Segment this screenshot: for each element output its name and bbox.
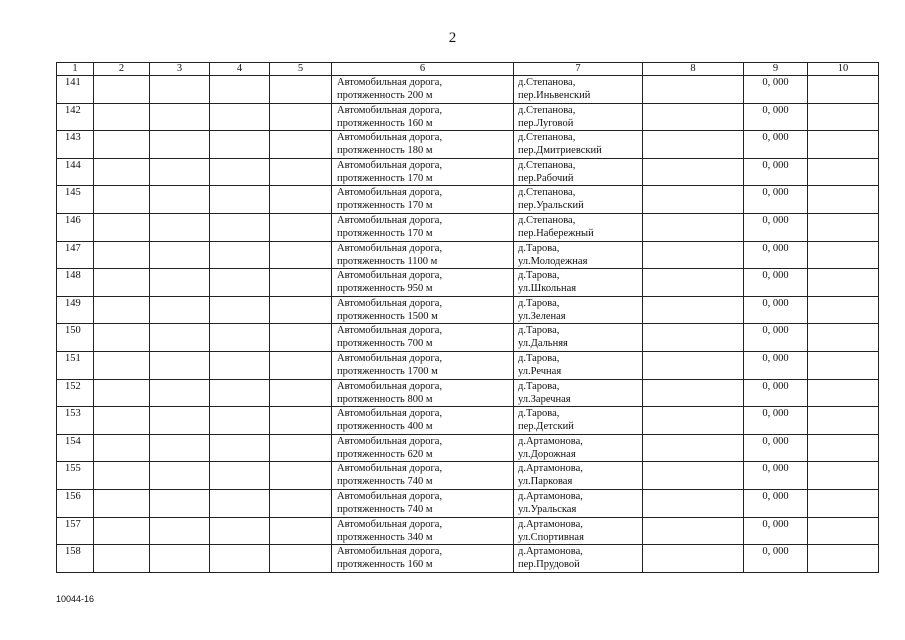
row-number: 157 — [57, 517, 94, 545]
column-header: 8 — [643, 63, 744, 76]
object-name-cell — [332, 351, 514, 379]
object-name-line1: Автомобильная дорога, — [337, 352, 443, 364]
empty-cell — [94, 517, 150, 545]
empty-cell — [94, 213, 150, 241]
empty-cell — [270, 103, 332, 131]
object-name-cell — [332, 545, 514, 573]
address-line1: д.Степанова, — [518, 187, 576, 199]
table-row — [57, 103, 879, 131]
address-line2: пер.Набережный — [518, 227, 594, 239]
object-name-line2: протяженность 700 м — [337, 338, 433, 350]
empty-cell — [643, 158, 744, 186]
empty-cell — [270, 296, 332, 324]
object-name-cell — [332, 76, 514, 104]
object-name-line1: Автомобильная дорога, — [337, 297, 443, 309]
table-row — [57, 131, 879, 159]
column-header: 6 — [332, 63, 514, 76]
table-body — [57, 76, 879, 573]
row-number: 147 — [57, 241, 94, 269]
table-row — [57, 489, 879, 517]
empty-cell — [94, 103, 150, 131]
address-line2: пер.Луговой — [518, 117, 574, 129]
object-name-line2: протяженность 740 м — [337, 476, 433, 488]
object-name-line2: протяженность 950 м — [337, 283, 433, 295]
row-number: 149 — [57, 296, 94, 324]
empty-cell — [808, 186, 879, 214]
empty-cell — [210, 76, 270, 104]
object-name-line1: Автомобильная дорога, — [337, 518, 443, 530]
header-row — [57, 63, 879, 76]
empty-cell — [210, 434, 270, 462]
table-row — [57, 158, 879, 186]
object-name-line2: протяженность 1500 м — [337, 310, 438, 322]
address-line2: пер.Уральский — [518, 200, 584, 212]
table-row — [57, 241, 879, 269]
address-line1: д.Тарова, — [518, 380, 560, 392]
footer-code: 10044-16 — [56, 594, 95, 604]
object-name-cell — [332, 241, 514, 269]
value-cell: 0, 000 — [744, 186, 808, 214]
empty-cell — [808, 103, 879, 131]
row-number: 145 — [57, 186, 94, 214]
address-line1: д.Артамонова, — [518, 546, 583, 558]
empty-cell — [150, 76, 210, 104]
object-name-line2: протяженность 160 м — [337, 117, 433, 129]
empty-cell — [150, 434, 210, 462]
table-row — [57, 324, 879, 352]
row-number: 141 — [57, 76, 94, 104]
empty-cell — [270, 269, 332, 297]
value-cell: 0, 000 — [744, 131, 808, 159]
empty-cell — [94, 434, 150, 462]
column-header: 7 — [514, 63, 643, 76]
address-cell — [514, 269, 643, 297]
empty-cell — [94, 407, 150, 435]
address-cell — [514, 324, 643, 352]
object-name-cell — [332, 407, 514, 435]
empty-cell — [210, 517, 270, 545]
empty-cell — [94, 462, 150, 490]
value-cell: 0, 000 — [744, 434, 808, 462]
value-cell: 0, 000 — [744, 462, 808, 490]
address-line2: ул.Заречная — [518, 393, 571, 405]
object-name-line2: протяженность 620 м — [337, 448, 433, 460]
empty-cell — [210, 131, 270, 159]
row-number: 153 — [57, 407, 94, 435]
object-name-line2: протяженность 170 м — [337, 172, 433, 184]
value-cell: 0, 000 — [744, 407, 808, 435]
empty-cell — [150, 269, 210, 297]
empty-cell — [270, 324, 332, 352]
object-name-cell — [332, 296, 514, 324]
empty-cell — [150, 351, 210, 379]
object-name-line2: протяженность 170 м — [337, 227, 433, 239]
object-name-line2: протяженность 1700 м — [337, 365, 438, 377]
table-row — [57, 351, 879, 379]
object-name-line1: Автомобильная дорога, — [337, 214, 443, 226]
address-cell — [514, 462, 643, 490]
table-row — [57, 269, 879, 297]
empty-cell — [643, 351, 744, 379]
object-name-line1: Автомобильная дорога, — [337, 242, 443, 254]
row-number: 154 — [57, 434, 94, 462]
object-name-line2: протяженность 1100 м — [337, 255, 438, 267]
address-cell — [514, 517, 643, 545]
value-cell: 0, 000 — [744, 517, 808, 545]
empty-cell — [94, 131, 150, 159]
address-cell — [514, 351, 643, 379]
empty-cell — [808, 131, 879, 159]
address-line1: д.Степанова, — [518, 77, 576, 88]
address-line1: д.Тарова, — [518, 352, 560, 364]
address-line2: пер.Иньвенский — [518, 90, 591, 101]
object-name-cell — [332, 489, 514, 517]
address-line2: ул.Школьная — [518, 283, 577, 295]
object-name-line2: протяженность 160 м — [337, 559, 433, 571]
row-number: 143 — [57, 131, 94, 159]
row-number: 144 — [57, 158, 94, 186]
empty-cell — [210, 462, 270, 490]
empty-cell — [643, 296, 744, 324]
empty-cell — [150, 241, 210, 269]
empty-cell — [808, 545, 879, 573]
empty-cell — [94, 158, 150, 186]
empty-cell — [643, 103, 744, 131]
empty-cell — [643, 269, 744, 297]
empty-cell — [210, 489, 270, 517]
empty-cell — [94, 489, 150, 517]
address-line1: д.Артамонова, — [518, 435, 583, 447]
value-cell: 0, 000 — [744, 351, 808, 379]
address-line2: пер.Рабочий — [518, 172, 574, 184]
object-name-line1: Автомобильная дорога, — [337, 270, 443, 282]
empty-cell — [210, 241, 270, 269]
object-name-line2: протяженность 170 м — [337, 200, 433, 212]
object-name-cell — [332, 324, 514, 352]
empty-cell — [94, 324, 150, 352]
value-cell: 0, 000 — [744, 296, 808, 324]
address-line1: д.Артамонова, — [518, 518, 583, 530]
empty-cell — [808, 324, 879, 352]
row-number: 142 — [57, 103, 94, 131]
empty-cell — [808, 489, 879, 517]
empty-cell — [150, 407, 210, 435]
empty-cell — [270, 517, 332, 545]
row-number: 152 — [57, 379, 94, 407]
address-line1: д.Тарова, — [518, 242, 560, 254]
empty-cell — [150, 462, 210, 490]
address-line2: ул.Дорожная — [518, 448, 576, 460]
table-row — [57, 517, 879, 545]
address-line1: д.Степанова, — [518, 132, 576, 144]
address-cell — [514, 241, 643, 269]
object-name-line2: протяженность 800 м — [337, 393, 433, 405]
table-row — [57, 186, 879, 214]
address-cell — [514, 296, 643, 324]
empty-cell — [270, 76, 332, 104]
empty-cell — [270, 462, 332, 490]
address-line2: ул.Молодежная — [518, 255, 588, 267]
empty-cell — [808, 434, 879, 462]
empty-cell — [270, 407, 332, 435]
empty-cell — [270, 131, 332, 159]
object-name-line2: протяженность 200 м — [337, 90, 433, 101]
empty-cell — [94, 241, 150, 269]
address-cell — [514, 213, 643, 241]
empty-cell — [210, 296, 270, 324]
empty-cell — [210, 103, 270, 131]
address-line1: д.Тарова, — [518, 297, 560, 309]
empty-cell — [643, 462, 744, 490]
object-name-line1: Автомобильная дорога, — [337, 187, 443, 199]
address-line1: д.Артамонова, — [518, 463, 583, 475]
address-line2: ул.Спортивная — [518, 531, 584, 543]
empty-cell — [808, 296, 879, 324]
empty-cell — [808, 76, 879, 104]
address-cell — [514, 379, 643, 407]
value-cell: 0, 000 — [744, 489, 808, 517]
table-row — [57, 379, 879, 407]
row-number: 150 — [57, 324, 94, 352]
address-cell — [514, 489, 643, 517]
object-name-line2: протяженность 400 м — [337, 421, 433, 433]
row-number: 158 — [57, 545, 94, 573]
empty-cell — [270, 489, 332, 517]
empty-cell — [270, 434, 332, 462]
empty-cell — [643, 517, 744, 545]
object-name-line2: протяженность 740 м — [337, 503, 433, 515]
page-number: 2 — [448, 30, 457, 46]
empty-cell — [150, 296, 210, 324]
empty-cell — [643, 434, 744, 462]
empty-cell — [808, 213, 879, 241]
object-name-line1: Автомобильная дорога, — [337, 435, 443, 447]
empty-cell — [94, 186, 150, 214]
empty-cell — [210, 324, 270, 352]
empty-cell — [150, 158, 210, 186]
table-row — [57, 434, 879, 462]
object-name-cell — [332, 269, 514, 297]
table-row — [57, 296, 879, 324]
object-name-line1: Автомобильная дорога, — [337, 380, 443, 392]
object-name-cell — [332, 462, 514, 490]
empty-cell — [808, 517, 879, 545]
address-line1: д.Тарова, — [518, 325, 560, 337]
empty-cell — [808, 379, 879, 407]
address-cell — [514, 186, 643, 214]
address-line2: ул.Парковая — [518, 476, 573, 488]
empty-cell — [808, 407, 879, 435]
table-row — [57, 407, 879, 435]
empty-cell — [270, 545, 332, 573]
object-name-line2: протяженность 340 м — [337, 531, 433, 543]
empty-cell — [808, 241, 879, 269]
empty-cell — [94, 269, 150, 297]
value-cell: 0, 000 — [744, 103, 808, 131]
table-row — [57, 213, 879, 241]
empty-cell — [94, 379, 150, 407]
column-header: 4 — [210, 63, 270, 76]
address-cell — [514, 158, 643, 186]
empty-cell — [270, 213, 332, 241]
value-cell: 0, 000 — [744, 76, 808, 104]
address-line2: ул.Уральская — [518, 503, 577, 515]
value-cell: 0, 000 — [744, 379, 808, 407]
empty-cell — [150, 517, 210, 545]
address-cell — [514, 545, 643, 573]
value-cell: 0, 000 — [744, 158, 808, 186]
empty-cell — [150, 324, 210, 352]
address-line1: д.Степанова, — [518, 214, 576, 226]
column-header: 1 — [57, 63, 94, 76]
object-name-cell — [332, 213, 514, 241]
column-header: 10 — [808, 63, 879, 76]
address-line1: д.Тарова, — [518, 270, 560, 282]
empty-cell — [643, 186, 744, 214]
address-line1: д.Тарова, — [518, 408, 560, 420]
value-cell: 0, 000 — [744, 213, 808, 241]
object-name-line1: Автомобильная дорога, — [337, 546, 443, 558]
address-line2: пер.Детский — [518, 421, 574, 433]
empty-cell — [210, 158, 270, 186]
empty-cell — [210, 213, 270, 241]
empty-cell — [270, 241, 332, 269]
address-line2: ул.Дальняя — [518, 338, 568, 350]
empty-cell — [808, 269, 879, 297]
column-header: 5 — [270, 63, 332, 76]
table-row — [57, 76, 879, 104]
table-row — [57, 462, 879, 490]
empty-cell — [150, 379, 210, 407]
address-line2: ул.Речная — [518, 365, 562, 377]
empty-cell — [210, 351, 270, 379]
address-cell — [514, 434, 643, 462]
empty-cell — [210, 407, 270, 435]
empty-cell — [808, 351, 879, 379]
object-name-line2: протяженность 180 м — [337, 145, 433, 157]
object-name-line1: Автомобильная дорога, — [337, 325, 443, 337]
empty-cell — [150, 186, 210, 214]
address-line2: ул.Зеленая — [518, 310, 566, 322]
address-cell — [514, 131, 643, 159]
object-name-cell — [332, 434, 514, 462]
row-number: 155 — [57, 462, 94, 490]
empty-cell — [643, 379, 744, 407]
empty-cell — [643, 241, 744, 269]
empty-cell — [643, 324, 744, 352]
value-cell: 0, 000 — [744, 241, 808, 269]
address-cell — [514, 103, 643, 131]
empty-cell — [94, 545, 150, 573]
object-name-cell — [332, 517, 514, 545]
empty-cell — [94, 351, 150, 379]
object-name-cell — [332, 103, 514, 131]
empty-cell — [210, 545, 270, 573]
empty-cell — [270, 351, 332, 379]
object-name-cell — [332, 379, 514, 407]
address-line2: пер.Прудовой — [518, 559, 580, 571]
column-header: 2 — [94, 63, 150, 76]
empty-cell — [150, 131, 210, 159]
empty-cell — [150, 103, 210, 131]
empty-cell — [643, 131, 744, 159]
empty-cell — [94, 76, 150, 104]
object-name-cell — [332, 158, 514, 186]
empty-cell — [808, 158, 879, 186]
object-name-line1: Автомобильная дорога, — [337, 408, 443, 420]
empty-cell — [150, 213, 210, 241]
value-cell: 0, 000 — [744, 545, 808, 573]
empty-cell — [270, 379, 332, 407]
empty-cell — [270, 158, 332, 186]
object-name-line1: Автомобильная дорога, — [337, 159, 443, 171]
empty-cell — [94, 296, 150, 324]
row-number: 151 — [57, 351, 94, 379]
column-header: 9 — [744, 63, 808, 76]
empty-cell — [150, 545, 210, 573]
address-cell — [514, 76, 643, 104]
address-line2: пер.Дмитриевский — [518, 145, 602, 157]
object-name-line1: Автомобильная дорога, — [337, 463, 443, 475]
value-cell: 0, 000 — [744, 269, 808, 297]
empty-cell — [210, 379, 270, 407]
empty-cell — [270, 186, 332, 214]
table-row — [57, 545, 879, 573]
empty-cell — [643, 545, 744, 573]
object-name-cell — [332, 131, 514, 159]
empty-cell — [210, 186, 270, 214]
empty-cell — [643, 407, 744, 435]
object-name-line1: Автомобильная дорога, — [337, 490, 443, 502]
address-line1: д.Степанова, — [518, 159, 576, 171]
empty-cell — [643, 76, 744, 104]
registry-table — [56, 62, 879, 573]
row-number: 156 — [57, 489, 94, 517]
row-number: 148 — [57, 269, 94, 297]
object-name-line1: Автомобильная дорога, — [337, 132, 443, 144]
row-number: 146 — [57, 213, 94, 241]
empty-cell — [643, 489, 744, 517]
object-name-cell — [332, 186, 514, 214]
empty-cell — [210, 269, 270, 297]
address-line1: д.Степанова, — [518, 104, 576, 116]
empty-cell — [643, 213, 744, 241]
address-cell — [514, 407, 643, 435]
empty-cell — [150, 489, 210, 517]
column-header: 3 — [150, 63, 210, 76]
empty-cell — [808, 462, 879, 490]
value-cell: 0, 000 — [744, 324, 808, 352]
object-name-line1: Автомобильная дорога, — [337, 104, 443, 116]
object-name-line1: Автомобильная дорога, — [337, 77, 443, 88]
address-line1: д.Артамонова, — [518, 490, 583, 502]
